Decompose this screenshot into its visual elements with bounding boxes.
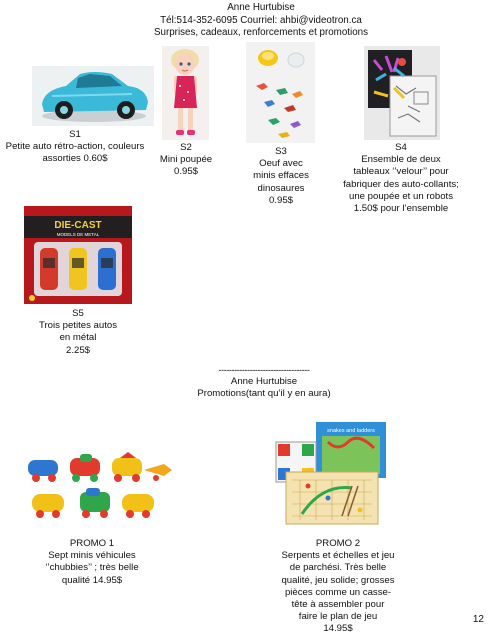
promo1-line-1: Sept minis véhicules <box>48 550 136 562</box>
package-sub-text: MODELS DE METAL <box>56 232 100 237</box>
s2-code: S2 <box>180 142 192 153</box>
s4-velour-boards-photo <box>364 46 440 140</box>
promo-section-name: Anne Hurtubise <box>230 376 298 387</box>
s4-code: S4 <box>395 142 407 153</box>
promo2-line-2: de parchési. Très belle <box>289 562 387 574</box>
s5-line-2: en métal <box>59 332 97 344</box>
header-contact: Tél:514-352-6095 Courriel: ahbi@videotron.ca <box>160 14 362 26</box>
s5-code: S5 <box>72 308 84 319</box>
s4-line-3: fabriquer des auto-collants; <box>343 178 459 190</box>
promo2-line-5: tête à assembler pour <box>291 599 385 611</box>
s5-line-1: Trois petites autos <box>38 320 118 332</box>
promo2-line-4: pièces comme un casse- <box>284 586 392 598</box>
s3-egg-dinosaurs-photo <box>246 42 315 143</box>
s4-caption <box>336 142 466 215</box>
s2-line-2: 0.95$ <box>173 166 198 178</box>
s5-line-3: 2.25$ <box>65 344 90 356</box>
board-game-box-text: snakes and ladders <box>327 428 375 434</box>
promo1-line-2: ‘’chubbies’’ ; très belle <box>45 562 139 574</box>
s3-line-1: Oeuf avec <box>259 158 303 170</box>
s5-diecast-package-photo <box>24 206 132 304</box>
header-name: Anne Hurtubise <box>227 2 295 13</box>
promo1-title: PROMO 1 <box>69 538 115 549</box>
s3-line-2: minis effaces <box>253 170 309 182</box>
s4-line-4: une poupée et un robots <box>348 190 454 202</box>
promo2-title: PROMO 2 <box>315 538 361 549</box>
promo2-board-game-photo <box>272 420 390 528</box>
promo-section-header <box>160 376 368 400</box>
promo2-line-6: faire le plan de jeu <box>298 611 378 623</box>
s1-toy-car-photo <box>32 66 154 126</box>
promo2-line-3: qualité, jeu solide; grosses <box>281 574 395 586</box>
s2-line-1: Mini poupée <box>159 154 213 166</box>
s4-line-5: 1.50$ pour l’ensemble <box>353 203 449 215</box>
s3-code: S3 <box>275 146 287 157</box>
promo-section-title: Promotions(tant qu’il y en aura) <box>197 388 331 400</box>
s1-line-1: Petite auto rétro-action, couleurs <box>5 141 145 153</box>
promo1-vehicles-photo <box>24 452 176 530</box>
promo2-line-7: 14.95$ <box>323 623 353 635</box>
s1-line-2: assorties 0.60$ <box>42 153 108 165</box>
package-brand-text: DIE-CAST <box>54 220 102 231</box>
s3-caption <box>240 146 322 207</box>
s3-line-3: dinosaures <box>257 182 305 194</box>
s4-line-2: tableaux ‘’velour’’ pour <box>353 166 449 178</box>
promo1-caption <box>24 538 160 587</box>
section-divider: ----------------------------------- <box>218 365 310 375</box>
s5-caption <box>18 308 138 357</box>
promo1-line-3: qualité 14.95$ <box>61 574 123 586</box>
s1-caption <box>0 129 150 166</box>
s3-line-4: 0.95$ <box>268 194 293 206</box>
s2-doll-photo <box>162 46 209 140</box>
header-tagline: Surprises, cadeaux, renforcements et promotions <box>153 27 368 39</box>
s4-line-1: Ensemble de deux <box>361 154 441 166</box>
s1-code: S1 <box>69 129 81 140</box>
s2-caption <box>150 142 222 179</box>
promo2-line-1: Serpents et échelles et jeu <box>281 550 395 562</box>
page-number: 12 <box>472 614 484 625</box>
document-header <box>130 2 392 40</box>
promo2-caption <box>268 538 408 636</box>
